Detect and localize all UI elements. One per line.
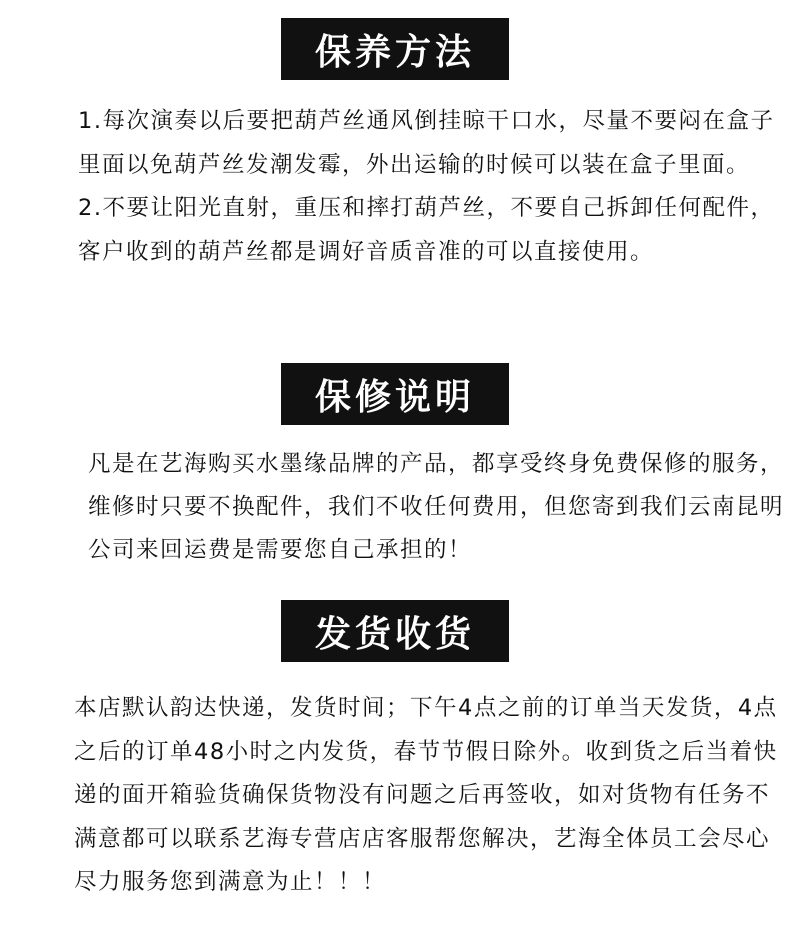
warranty-text bbox=[30, 443, 785, 572]
care-paragraph-2: 2.不要让阳光直射，重压和摔打葫芦丝，不要自己拆卸任何配件，客户收到的葫芦丝都是调好音质音准的可以直接使用。 bbox=[78, 195, 775, 265]
care-paragraph-1: 1.每次演奏以后要把葫芦丝通风倒挂晾干口水，尽量不要闷在盒子里面以免葫芦丝发潮发霉，外出运输的时候可以装在盒子里面。 bbox=[78, 108, 775, 178]
warranty-paragraph: 凡是在艺海购买水墨缘品牌的产品，都享受终身免费保修的服务，维修时只要不换配件，我们不收任何费用，但您寄到我们云南昆明公司来回运费是需要您自己承担的！ bbox=[88, 451, 785, 563]
section-title-shipping: 发货收货 bbox=[281, 600, 509, 662]
shipping-paragraph: 本店默认韵达快递，发货时间；下午4点之前的订单当天发货，4点之后的订单48小时之内发货，春节节假日除外。收到货之后当着快递的面开箱验货确保货物没有问题之后再签收，如对货物有任务不满意都可以联系艺海专营店店客服帮您解决，艺海全体员工会尽心尽力服务您到满意为止！！！ bbox=[74, 695, 778, 895]
section-title-care: 保养方法 bbox=[281, 18, 509, 80]
care-text bbox=[30, 100, 785, 274]
section-title-warranty: 保修说明 bbox=[281, 363, 509, 425]
shipping-text bbox=[30, 687, 785, 905]
